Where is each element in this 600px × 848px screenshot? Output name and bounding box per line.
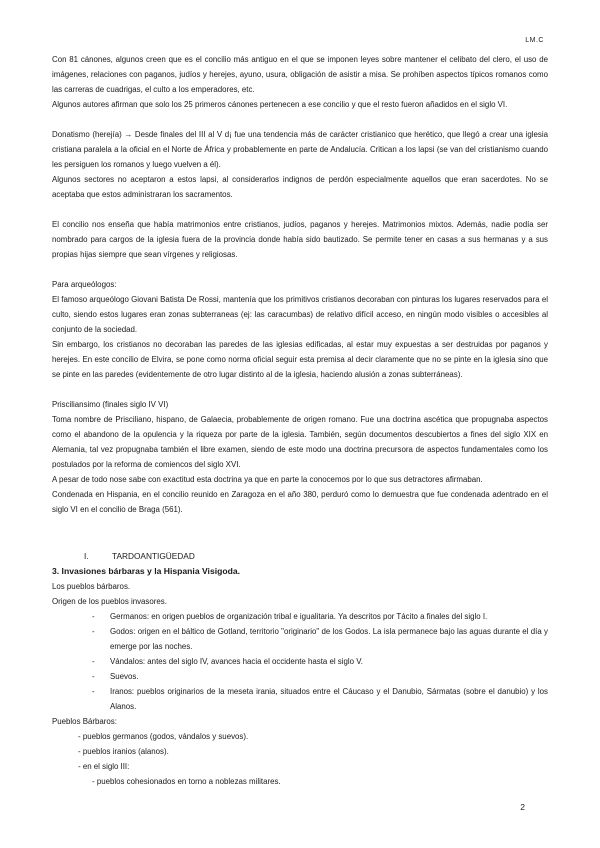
page-number: 2 [520,802,525,812]
list-item: - Vándalos: antes del siglo IV, avances hacia el occidente hasta el siglo V. [52,654,548,669]
paragraph-label: Para arqueólogos: [52,280,117,289]
section-title: TARDOANTIGÜEDAD [112,551,195,561]
list-item: - Iranos: pueblos originarios de la meseta irania, situados entre el Cáucaso y el Danubio, Sármatas (sobre el danubio) y los Alanos. [52,684,548,714]
paragraph-label: Prisciliansimo (finales siglo IV VI) [52,400,169,409]
section-heading [52,549,548,564]
paragraph: El concilio nos enseña que había matrimonios entre cristianos, judíos, paganos y herejes. Matrimonios mixtos. Además, nadie podía ser nombrado para cargos de la iglesia fuera de la provincia donde había sido bautizado. Se permite tener en casas a sus hermanas y a sus propias hijas siempre que sean vírgenes y religiosas. [52,220,548,259]
paragraph: Condenada en Hispania, en el concilio reunido en Zaragoza en el año 380, perduró como lo demuestra que fue condenada adentrado en el siglo VI en el concilio de Braga (561). [52,490,548,514]
document-body [52,52,548,789]
list-item: - Suevos. [52,669,548,684]
list-item: - Germanos: en origen pueblos de organización tribal e igualitaria. Ya descritos por Tácito a finales del siglo I. [52,609,548,624]
list-item: - Godos: origen en el báltico de Gotland, territorio "originario" de los Godos. La isla permanece bajo las aguas durante el día y emerge por las noches. [52,624,548,654]
section-number: I. [84,551,89,561]
paragraph: Con 81 cánones, algunos creen que es el concilio más antiguo en el que se imponen leyes sobre mantener el celibato del clero, el uso de imágenes, relaciones con paganos, judíos y herejes, ayuno, usura, obligación de asistir a misa. Se prohíben aspectos típicos romanos como las carreras de cuadrigas, el culto a los emperadores, etc. [52,55,548,94]
barbarians-heading: Pueblos Bárbaros: [52,717,117,726]
paragraph: Algunos sectores no aceptaron a estos lapsi, al considerarlos indignos de perdón especialmente aquellos que eran sacerdotes. No se aceptaba que estos administraran los sacramentos. [52,175,548,199]
paragraph: A pesar de todo nose sabe con exactitud esta doctrina ya que en parte la conocemos por lo que sus detractores afirmaban. [52,475,483,484]
paragraph: Algunos autores afirman que solo los 25 primeros cánones pertenecen a ese concilio y que el resto fueron añadidos en el siglo VI. [52,100,508,109]
text-line: Origen de los pueblos invasores. [52,597,167,606]
text-line: Los pueblos bárbaros. [52,582,131,591]
paragraph: El famoso arqueólogo Giovani Batista De Rossi, mantenía que los primitivos cristianos decoraban con pinturas los lugares reservados para el culto, siendo estos lugares eran zonas subterraneas (ej: las caracumbas) de relativo difícil acceso, en ningún modo visibles o accesibles al conjunto de la sociedad. [52,295,548,334]
barbarians-item: - pueblos germanos (godos, vándalos y suevos). [78,732,249,741]
header-initials: LM.C [525,37,544,44]
barbarians-subitem: - pueblos cohesionados en torno a noblezas militares. [92,777,281,786]
paragraph: Donatismo (herejía) → Desde finales del III al V d¡ fue una tendencia más de carácter cristianico que herético, que llegó a crear una iglesia cristiana paralela a la oficial en el Norte de África y probablemente en parte de Andalucía. Critican a los lapsi (se van del cristianismo cuando les persiguen los romanos y luego vuelven a él). [52,130,548,169]
barbarians-item: - en el siglo III: [78,762,130,771]
origins-list [52,609,548,714]
subsection-title: 3. Invasiones bárbaras y la Hispania Visigoda. [52,566,241,576]
barbarians-item: - pueblos iranios (alanos). [78,747,169,756]
paragraph: Sin embargo, los cristianos no decoraban las paredes de las iglesias edificadas, al estar muy expuestas a ser destruidas por paganos y herejes. En este concilio de Elvira, se pone como norma oficial seguir esta premisa al decir claramente que no se pinte en la iglesia sino que se pinte en las paredes (evidentemente de otro lugar distinto al de la iglesia, haciendo alusión a zonas subterráneas). [52,340,548,379]
paragraph: Toma nombre de Prisciliano, hispano, de Galaecia, probablemente de origen romano. Fue una doctrina ascética que propugnaba aspectos como el abandono de la opulencia y la riqueza por parte de la iglesia. También, según documentos descubiertos a fines del siglo XIX en Alemania, tal vez propugnaba también el libre examen, siendo de este modo una doctrina precursora de aspectos fundamentales como los postulados por la reforma de comiencos del siglo XVI. [52,415,548,469]
